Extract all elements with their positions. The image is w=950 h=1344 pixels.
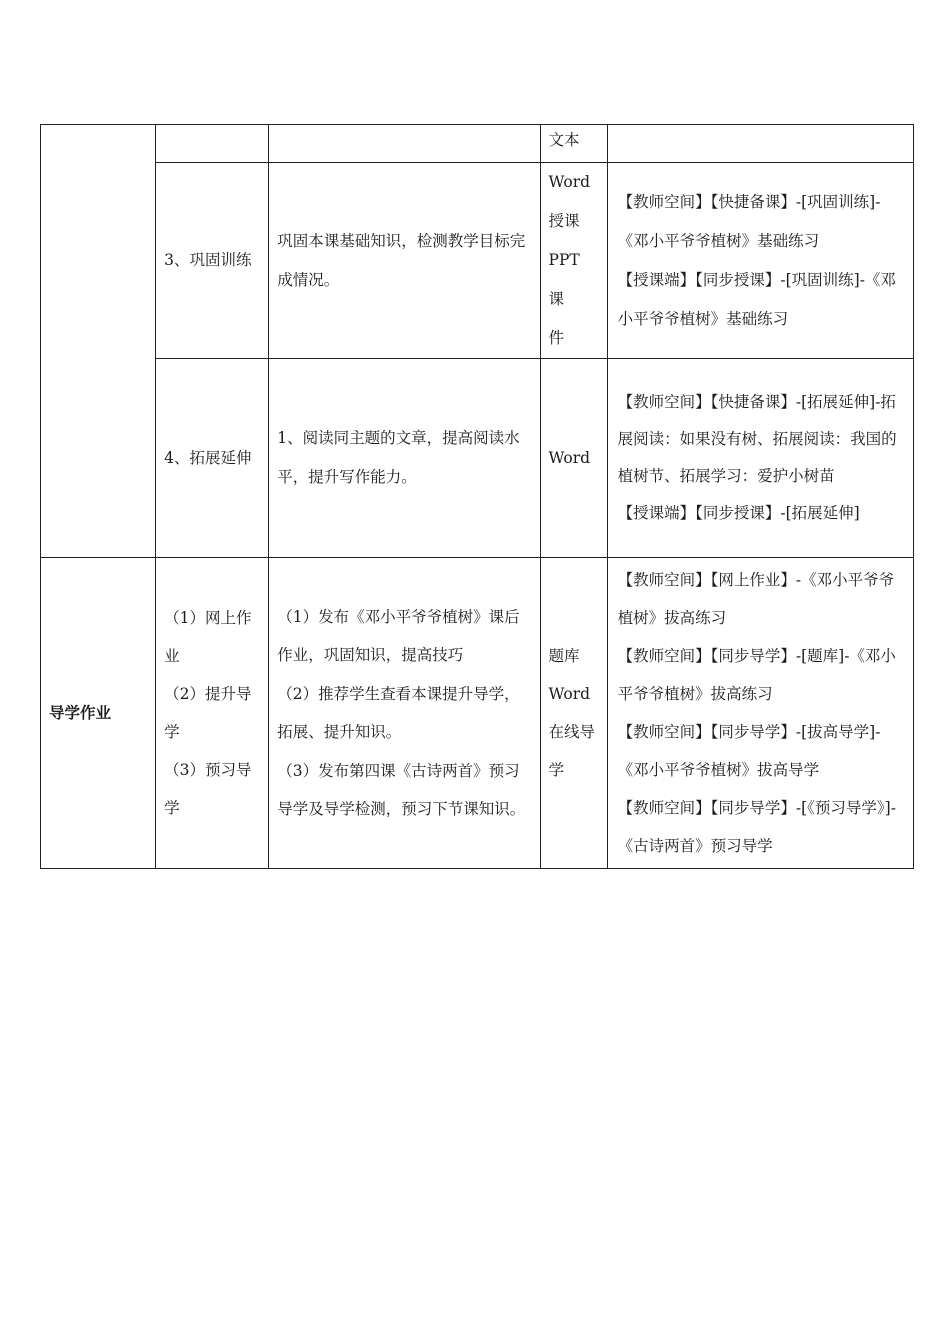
goal-cell — [269, 163, 540, 359]
resource-link[interactable]: 【教师空间】【同步导学】-[《预习导学》]-《古诗两首》预习导学 — [617, 799, 896, 855]
resource-text: 文本 — [548, 131, 580, 149]
goal-item: （2）推荐学生查看本课提升导学，拓展、提升知识。 — [277, 684, 520, 741]
table-row-consolidation — [41, 163, 914, 359]
table-row-continuation — [41, 125, 914, 163]
step-cell — [156, 359, 269, 558]
section-cell-empty — [41, 125, 156, 558]
resource-cell — [540, 359, 607, 558]
resource-line: PPT 课 — [548, 251, 580, 308]
resource-line: 件 — [548, 329, 565, 347]
resource-link[interactable]: 【教师空间】【快捷备课】-[巩固训练]- 《邓小平爷爷植树》基础练习 — [617, 192, 881, 250]
resource-cell — [540, 558, 607, 869]
resource-line: 学 — [548, 761, 565, 779]
goal-text: 1、阅读同主题的文章，提高阅读水平，提升写作能力。 — [277, 429, 520, 486]
resource-link[interactable]: 【授课端】【同步授课】-[拓展延伸] — [617, 504, 860, 522]
goal-item: （1）发布《邓小平爷爷植树》课后作业，巩固知识，提高技巧 — [277, 607, 520, 664]
resource-link[interactable]: 【授课端】【同步授课】-[巩固训练]-《邓小平爷爷植树》基础练习 — [617, 270, 896, 328]
table-row-homework — [41, 558, 914, 869]
step-item: （2）提升导学 — [164, 685, 252, 741]
step-label: 4、拓展延伸 — [164, 448, 252, 467]
resource-cell — [540, 163, 607, 359]
resource-link[interactable]: 【教师空间】【网上作业】-《邓小平爷爷植树》拔高练习 — [617, 571, 895, 627]
resource-line: 授课 — [548, 212, 580, 230]
step-item: （1）网上作业 — [164, 609, 252, 665]
goal-cell-empty — [269, 125, 540, 163]
link-cell — [607, 359, 913, 558]
step-cell — [156, 558, 269, 869]
resource-line: Word — [548, 685, 591, 703]
resource-line: Word — [548, 173, 591, 191]
resource-line: 在线导 — [548, 723, 596, 741]
step-label: 3、巩固训练 — [164, 251, 252, 269]
link-cell — [607, 558, 913, 869]
step-cell — [156, 163, 269, 359]
resource-link[interactable]: 【教师空间】【同步导学】-[题库]-《邓小平爷爷植树》拔高练习 — [617, 647, 896, 703]
table-row-extension — [41, 359, 914, 558]
section-cell — [41, 558, 156, 869]
link-cell-empty — [607, 125, 913, 163]
step-cell-empty — [156, 125, 269, 163]
goal-item: （3）发布第四课《古诗两首》预习导学及导学检测，预习下节课知识。 — [277, 761, 526, 818]
link-cell — [607, 163, 913, 359]
step-item: （3）预习导学 — [164, 761, 252, 817]
resource-cell — [540, 125, 607, 163]
lesson-plan-table — [40, 124, 914, 869]
resource-link[interactable]: 【教师空间】【同步导学】-[拔高导学]- 《邓小平爷爷植树》拔高导学 — [617, 723, 881, 779]
resource-link[interactable]: 【教师空间】【快捷备课】-[拓展延伸]-拓展阅读：如果没有树、拓展阅读：我国的植树节、拓展学习：爱护小树苗 — [617, 393, 897, 485]
goal-text: 巩固本课基础知识，检测教学目标完成情况。 — [277, 231, 526, 289]
resource-line: 题库 — [548, 647, 580, 665]
goal-cell — [269, 558, 540, 869]
resource-text: Word — [548, 448, 591, 467]
section-title: 导学作业 — [49, 703, 112, 722]
goal-cell — [269, 359, 540, 558]
